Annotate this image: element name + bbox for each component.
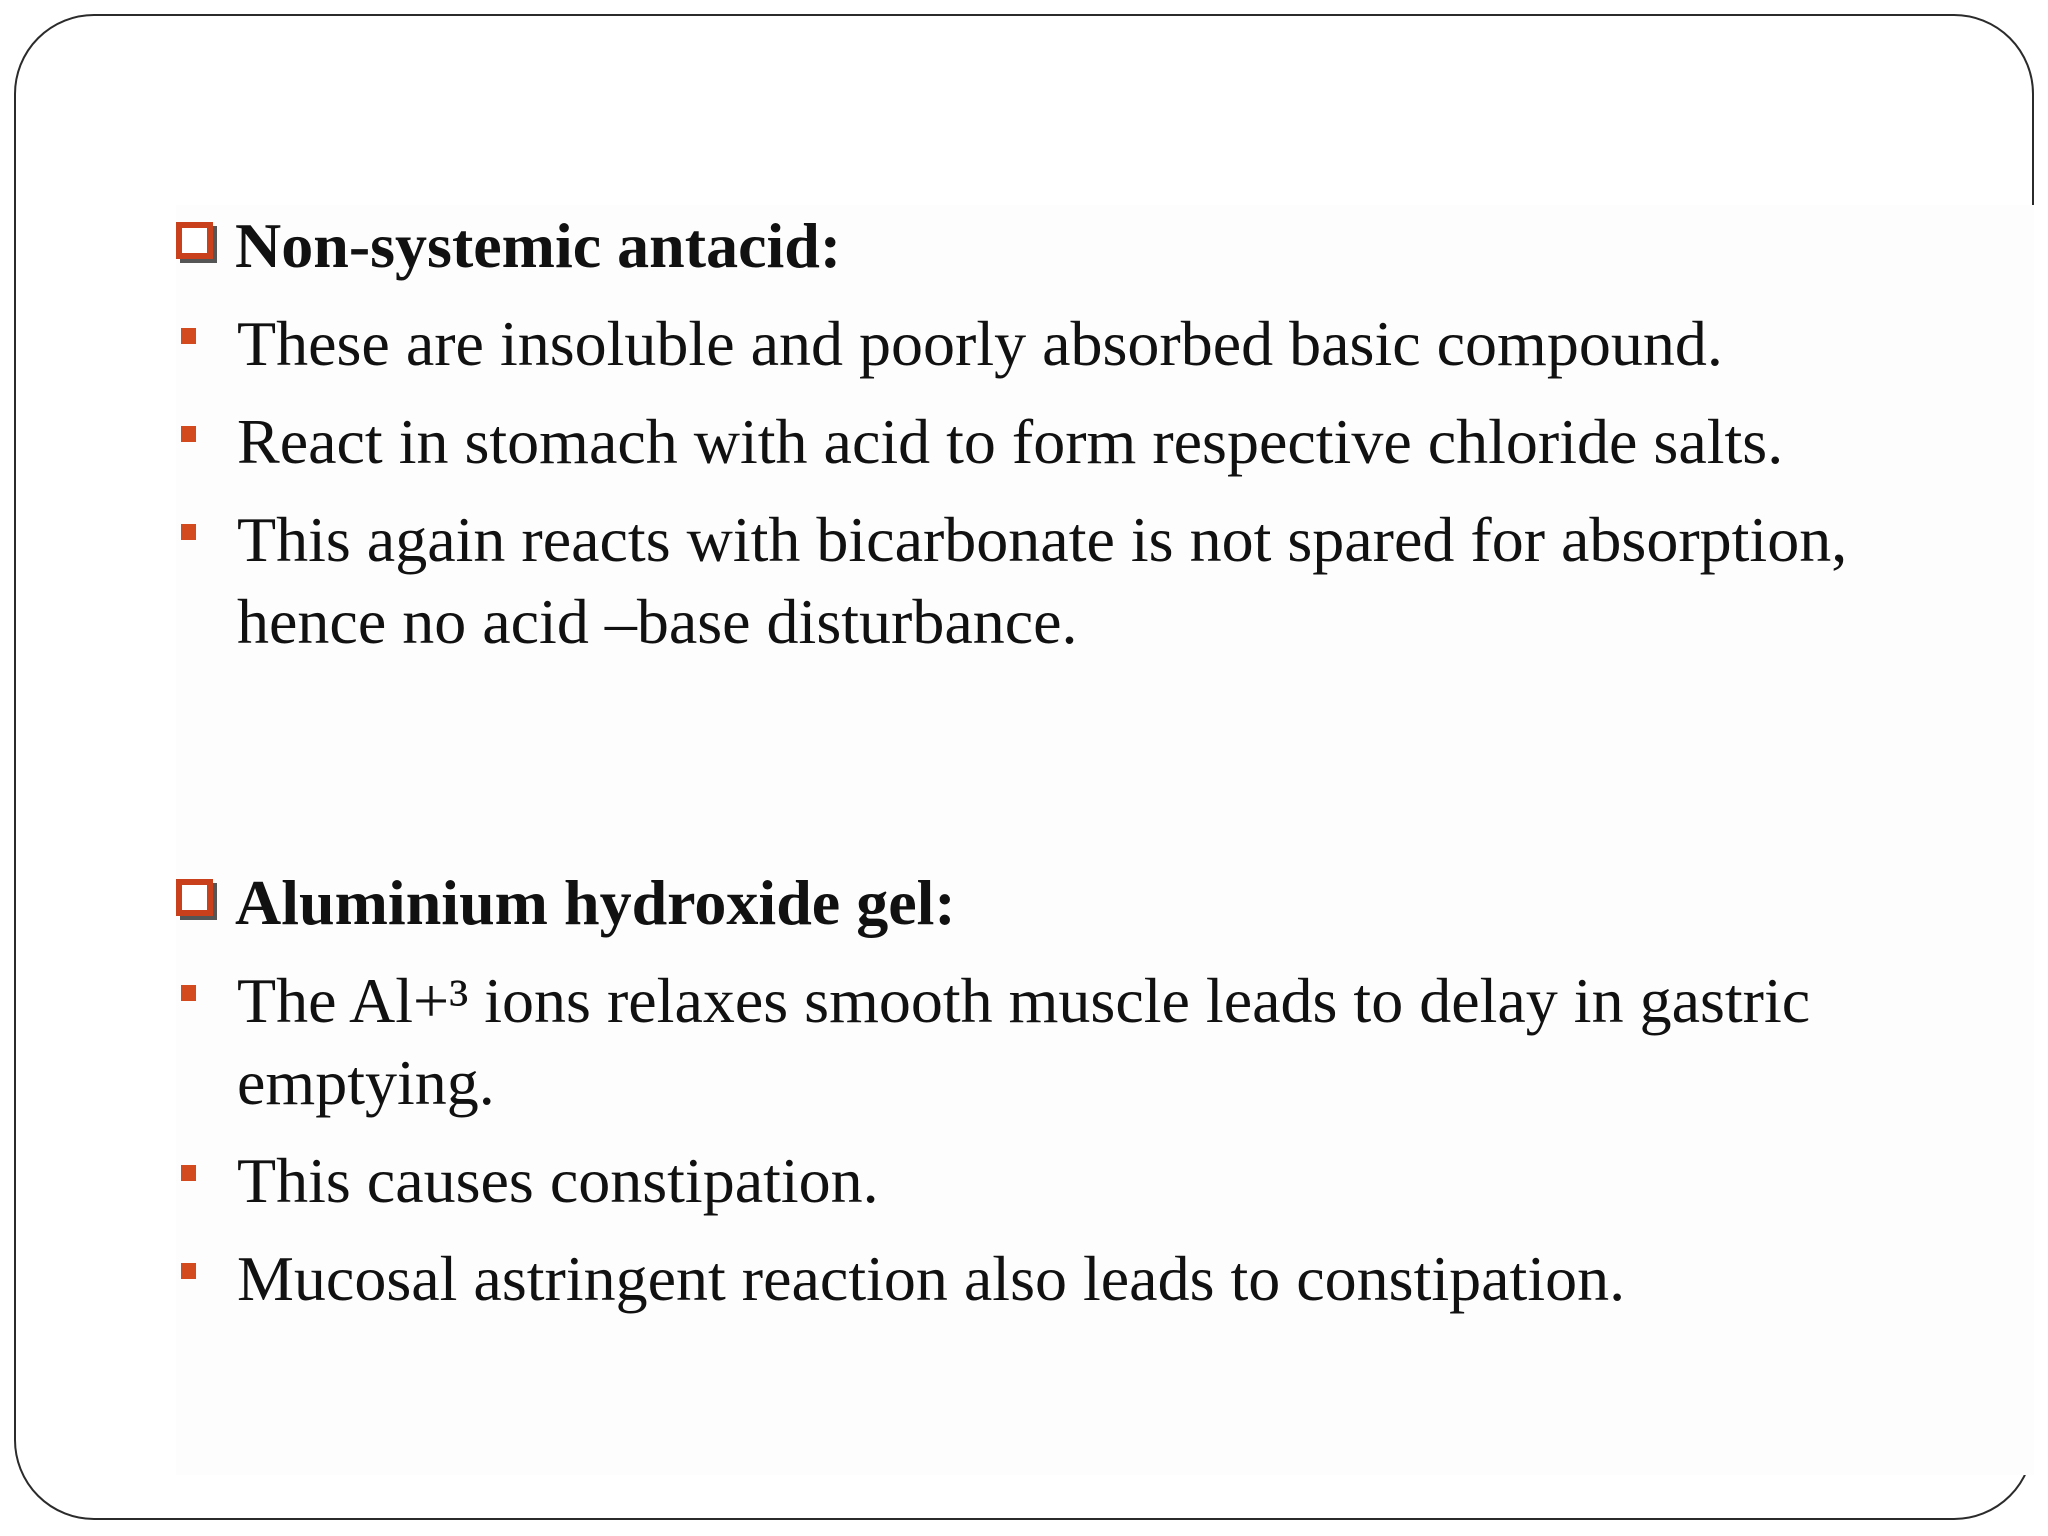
bullet-item: [176, 960, 1876, 1124]
filled-square-bullet-icon: [181, 524, 196, 540]
filled-square-bullet-icon: [181, 426, 196, 442]
bullet-item: [176, 499, 1876, 663]
bullet-text: React in stomach with acid to form respective chloride salts.: [237, 406, 1784, 477]
filled-square-bullet-icon: [181, 1165, 196, 1181]
bullet-text: These are insoluble and poorly absorbed basic compound.: [237, 308, 1723, 379]
bullet-text: The Al+³ ions relaxes smooth muscle leads to delay in gastric emptying.: [237, 965, 1811, 1118]
bullet-item: [176, 303, 1876, 385]
section-heading-row: [176, 862, 1876, 944]
section-heading-row: [176, 205, 1876, 287]
hollow-square-bullet-icon: [176, 879, 213, 916]
section-aluminium-hydroxide-gel: [176, 862, 1876, 1320]
bullet-item: [176, 401, 1876, 483]
bullet-item: [176, 1140, 1876, 1222]
section-heading: Aluminium hydroxide gel:: [235, 867, 956, 938]
section-heading: Non-systemic antacid:: [235, 210, 842, 281]
bullet-text: This again reacts with bicarbonate is not spared for absorption, hence no acid –base disturbance.: [237, 504, 1848, 657]
filled-square-bullet-icon: [181, 1263, 196, 1279]
bullet-text: This causes constipation.: [237, 1145, 879, 1216]
hollow-square-bullet-icon: [176, 222, 213, 259]
section-non-systemic-antacid: [176, 205, 1876, 663]
bullet-list: [176, 303, 1876, 663]
filled-square-bullet-icon: [181, 985, 196, 1001]
bullet-item: [176, 1238, 1876, 1320]
bullet-list: [176, 960, 1876, 1320]
bullet-text: Mucosal astringent reaction also leads to constipation.: [237, 1243, 1626, 1314]
filled-square-bullet-icon: [181, 328, 196, 344]
